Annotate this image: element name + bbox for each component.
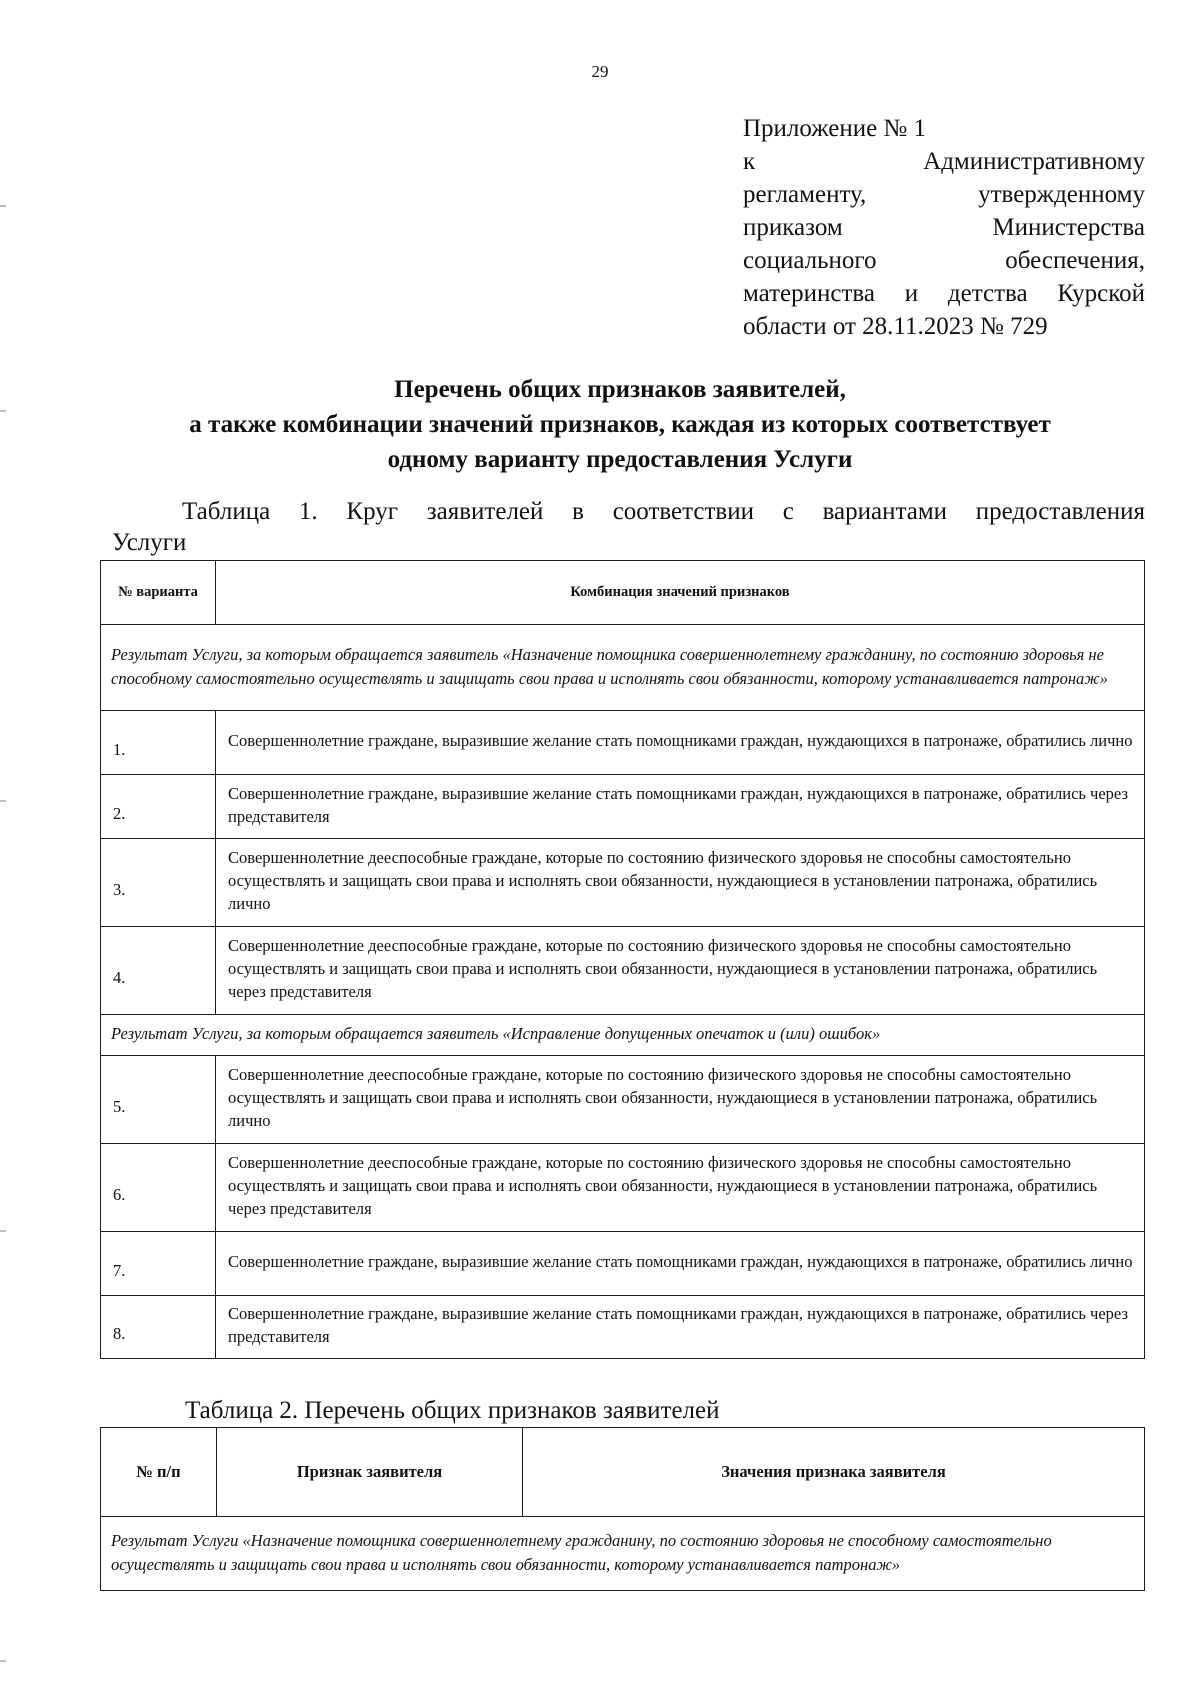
table1-caption <box>112 496 1145 558</box>
table-row <box>101 775 1145 839</box>
scan-margin-mark <box>0 800 6 802</box>
table-row <box>101 1232 1145 1296</box>
variant-description: Совершеннолетние дееспособные граждане, которые по состоянию физического здоровья не способны самостоятельно осуществлять и защищать свои права и исполнять свои обязанности, нуждающиеся в установлении патронажа, обратились через представителя <box>216 927 1145 1015</box>
header-applicant-sign: Признак заявителя <box>217 1428 523 1517</box>
table-header-row <box>101 1428 1145 1517</box>
table-row <box>101 1296 1145 1359</box>
table-row <box>101 1056 1145 1144</box>
table2-caption: Таблица 2. Перечень общих признаков заявителей <box>185 1397 720 1424</box>
section-result-2: Результат Услуги, за которым обращается заявитель «Исправление допущенных опечаток и (или) ошибок» <box>101 1015 1145 1056</box>
scan-margin-mark <box>0 1230 6 1232</box>
variant-number: 5. <box>101 1056 216 1144</box>
header-combination: Комбинация значений признаков <box>216 561 1145 625</box>
page-number: 29 <box>591 62 609 81</box>
variant-description: Совершеннолетние граждане, выразившие желание стать помощниками граждан, нуждающихся в патронаже, обратились лично <box>216 711 1145 775</box>
appendix-line-6: материнства и детства Курской <box>743 280 1145 307</box>
table-row <box>101 927 1145 1015</box>
title-line-3: одному варианту предоставления Услуги <box>387 446 853 473</box>
table-row <box>101 711 1145 775</box>
variant-description: Совершеннолетние дееспособные граждане, которые по состоянию физического здоровья не способны самостоятельно осуществлять и защищать свои права и исполнять свои обязанности, нуждающиеся в установлении патронажа, обратились лично <box>216 839 1145 927</box>
variant-number: 2. <box>101 775 216 839</box>
variant-number: 6. <box>101 1144 216 1232</box>
table-row <box>101 839 1145 927</box>
variant-description: Совершеннолетние дееспособные граждане, которые по состоянию физического здоровья не способны самостоятельно осуществлять и защищать свои права и исполнять свои обязанности, нуждающиеся в установлении патронажа, обратились через представителя <box>216 1144 1145 1232</box>
table1-caption-line-2: Услуги <box>112 529 187 556</box>
variant-description: Совершеннолетние граждане, выразившие желание стать помощниками граждан, нуждающихся в патронаже, обратились через представителя <box>216 775 1145 839</box>
applicants-variants-table <box>100 560 1145 1359</box>
scan-margin-mark <box>0 1660 6 1662</box>
section-result-1: Результат Услуги «Назначение помощника совершеннолетнему гражданину, по состоянию здоровья не способному самостоятельно осуществлять и защищать свои права и исполнять свои обязанности, которому устанавливается патронаж» <box>101 1517 1145 1591</box>
section-result-1: Результат Услуги, за которым обращается заявитель «Назначение помощника совершеннолетнему гражданину, по состоянию здоровья не способному самостоятельно осуществлять и защищать свои права и исполнять свои обязанности, которому устанавливается патронаж» <box>101 625 1145 711</box>
scan-margin-mark <box>0 205 6 207</box>
section-row <box>101 1517 1145 1591</box>
document-title <box>100 372 1140 477</box>
title-line-2: а также комбинации значений признаков, каждая из которых соответствует <box>189 411 1051 438</box>
variant-description: Совершеннолетние граждане, выразившие желание стать помощниками граждан, нуждающихся в патронаже, обратились лично <box>216 1232 1145 1296</box>
variant-number: 1. <box>101 711 216 775</box>
table-header-row <box>101 561 1145 625</box>
variant-number: 3. <box>101 839 216 927</box>
appendix-block <box>743 112 1145 343</box>
variant-description: Совершеннолетние граждане, выразившие желание стать помощниками граждан, нуждающихся в патронаже, обратились через представителя <box>216 1296 1145 1359</box>
variant-number: 7. <box>101 1232 216 1296</box>
appendix-line-7: области от 28.11.2023 № 729 <box>743 313 1048 340</box>
header-sign-values: Значения признака заявителя <box>523 1428 1145 1517</box>
variant-description: Совершеннолетние дееспособные граждане, которые по состоянию физического здоровья не способны самостоятельно осуществлять и защищать свои права и исполнять свои обязанности, нуждающиеся в установлении патронажа, обратились лично <box>216 1056 1145 1144</box>
header-variant-number: № варианта <box>101 561 216 625</box>
section-row <box>101 625 1145 711</box>
appendix-line-2-right: Административному <box>923 148 1145 175</box>
variant-number: 4. <box>101 927 216 1015</box>
applicant-signs-table <box>100 1427 1145 1591</box>
title-line-1: Перечень общих признаков заявителей, <box>394 376 846 403</box>
section-row <box>101 1015 1145 1056</box>
appendix-line-2 <box>743 145 1145 178</box>
appendix-line-1: Приложение № 1 <box>743 115 927 142</box>
variant-number: 8. <box>101 1296 216 1359</box>
table1-caption-line-1: Таблица 1. Круг заявителей в соответствии с вариантами предоставления <box>182 498 1145 525</box>
header-item-number: № п/п <box>101 1428 217 1517</box>
appendix-line-3: регламенту, утвержденному <box>743 181 1145 208</box>
scan-margin-mark <box>0 410 6 412</box>
appendix-line-4: приказом Министерства <box>743 214 1145 241</box>
appendix-line-5: социального обеспечения, <box>743 247 1145 274</box>
appendix-line-2-left: к <box>743 148 756 175</box>
table-row <box>101 1144 1145 1232</box>
